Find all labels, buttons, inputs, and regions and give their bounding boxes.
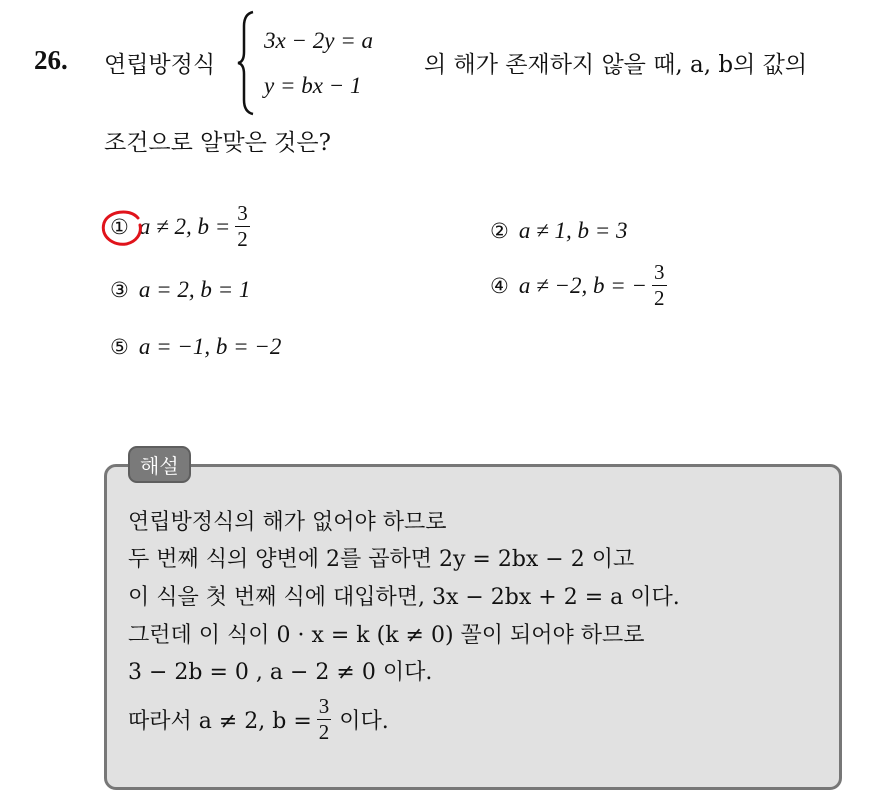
choice-marker: ④ — [490, 273, 509, 298]
solution-line-4: 그런데 이 식이 0 · x = k (k ≠ 0) 꼴이 되어야 하므로 — [128, 623, 645, 648]
solution-tag: 해설 — [128, 446, 191, 483]
fraction-denominator: 2 — [654, 286, 665, 310]
solution-line-3: 이 식을 첫 번째 식에 대입하면, 3x − 2bx + 2 = a 이다. — [128, 585, 680, 610]
question-number: 26. — [34, 45, 68, 75]
choice-text: a ≠ 1, b = 3 — [518, 218, 628, 243]
fraction-numerator: 3 — [318, 694, 330, 718]
question-suffix: 의 해가 존재하지 않을 때, a, b의 값의 — [424, 52, 808, 78]
question-prefix: 연립방정식 — [104, 52, 216, 78]
solution-line-2: 두 번째 식의 양변에 2를 곱하면 2y = 2bx − 2 이고 — [128, 547, 635, 572]
conclusion-prefix: 따라서 a ≠ 2, b = — [128, 709, 312, 734]
choice-text: a ≠ 2, b = — [138, 213, 231, 239]
solution-line-1: 연립방정식의 해가 없어야 하므로 — [128, 510, 447, 535]
choice-2[interactable] — [490, 218, 627, 244]
answer-circle-mark — [100, 209, 144, 247]
choice-5[interactable] — [110, 334, 281, 360]
choice-marker: ③ — [110, 278, 129, 302]
solution-conclusion — [128, 696, 389, 743]
fraction-numerator: 3 — [654, 260, 665, 284]
fraction-numerator: 3 — [237, 201, 248, 225]
choice-fraction — [652, 262, 667, 309]
system-brace — [236, 10, 256, 116]
choice-text: a = −1, b = −2 — [138, 334, 282, 359]
choice-4[interactable] — [490, 262, 667, 309]
question-line-2: 조건으로 알맞은 것은? — [104, 130, 331, 156]
choice-marker: ② — [490, 219, 509, 243]
choice-marker: ⑤ — [110, 335, 129, 359]
choice-marker: ① — [110, 214, 129, 239]
choice-fraction — [235, 203, 250, 250]
fraction-denominator: 2 — [318, 720, 330, 744]
choice-text: a ≠ −2, b = − — [518, 272, 648, 298]
fraction-denominator: 2 — [237, 227, 248, 251]
conclusion-suffix: 이다. — [339, 709, 389, 734]
choice-text: a = 2, b = 1 — [138, 277, 251, 302]
solution-line-5: 3 − 2b = 0 , a − 2 ≠ 0 이다. — [128, 660, 433, 685]
choice-3[interactable] — [110, 277, 250, 303]
system-equation-2: y = bx − 1 — [264, 73, 362, 98]
system-equation-1: 3x − 2y = a — [264, 28, 373, 53]
conclusion-fraction — [317, 696, 332, 743]
